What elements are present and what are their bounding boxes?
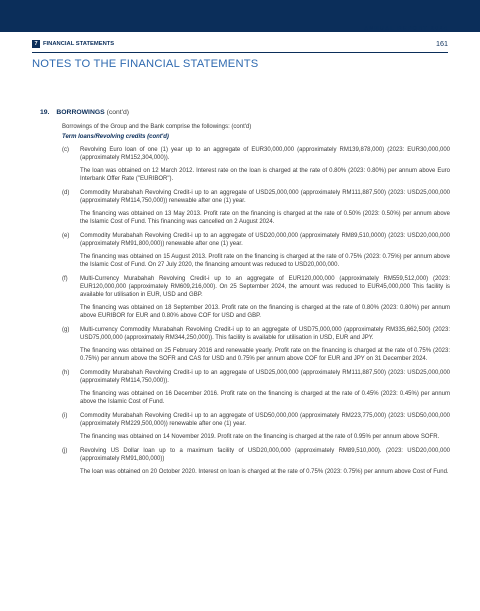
section-number-badge: 7 [32, 40, 40, 48]
item-paragraph: Multi-currency Commodity Murabahah Revolving Credit-i up to an aggregate of USD75,000,000 (approximately RM335,662,500) (2023: USD75,000,000 (approximately RM344,250,000)). This facility is available for utilisation in USD, EUR and JPY. [80, 327, 450, 341]
item-letter: (i) [62, 413, 68, 419]
note-intro: Borrowings of the Group and the Bank comprise the followings: (cont'd) [62, 124, 252, 130]
item-letter: (c) [62, 147, 69, 153]
list-item [62, 447, 450, 476]
item-body [80, 369, 450, 406]
note-heading [40, 109, 450, 116]
note-subheading: Term loans/Revolving credits (cont'd) [62, 134, 169, 140]
section-title: FINANCIAL STATEMENTS [43, 41, 115, 47]
item-paragraph: The financing was obtained on 16 December 2016. Profit rate on the financing is charged at the rate of 0.45% (2023: 0.45%) per annum above the Islamic Cost of Fund. [80, 391, 450, 405]
item-body [80, 232, 450, 269]
item-paragraph: Commodity Murabahah Revolving Credit-i up to an aggregate of USD20,000,000 (approximately RM89,510,0000) (2023: USD20,000,000 (approximately RM91,800,000)) renewable after one (1) year. [80, 233, 450, 247]
item-body [80, 447, 450, 476]
section-header [32, 40, 448, 50]
note-number: 19. [40, 109, 50, 116]
item-letter: (h) [62, 370, 70, 376]
list-item [62, 189, 450, 226]
page-number: 161 [436, 39, 448, 48]
item-paragraph: Revolving Euro loan of one (1) year up to an aggregate of EUR30,000,000 (approximately RM139,878,000) (2023: EUR30,000,000 (approximately RM152,304,000)). [80, 147, 450, 161]
item-body [80, 189, 450, 226]
item-letter: (d) [62, 190, 70, 196]
list-item [62, 326, 450, 363]
section-divider [32, 52, 448, 53]
list-item [62, 232, 450, 269]
item-paragraph: The financing was obtained on 15 August 2013. Profit rate on the financing is charged at the rate of 0.75% (2023: 0.75%) per annum above the Islamic Cost of Fund. On 27 July 2020, the financing amount was reduced to USD20,000,000. [80, 254, 450, 268]
list-item [62, 275, 450, 320]
item-paragraph: Commodity Murabahah Revolving Credit-i up to an aggregate of USD25,000,000 (approximately RM111,887,500) (2023: USD25,000,000 (approximately RM114,750,000)). [80, 370, 450, 384]
item-paragraph: Commodity Murabahah Revolving Credit-i up to an aggregate of USD25,000,000 (approximately RM111,887,500) (2023: USD25,000,000 (approximately RM114,750,000)) renewable after one (1) year. [80, 190, 450, 204]
item-paragraph: The financing was obtained on 25 February 2016 and renewable yearly. Profit rate on the financing is charged at the rate of 0.75% (2023: 0.75%) per annum above the SOFR and CAS for USD and 0.75% per annum above COF for EUR and JPY on 31 December 2024. [80, 348, 450, 362]
page-title: NOTES TO THE FINANCIAL STATEMENTS [32, 58, 259, 70]
item-body [80, 275, 450, 320]
item-letter: (j) [62, 448, 68, 454]
item-body [80, 146, 450, 183]
item-letter: (f) [62, 276, 68, 282]
item-paragraph: Multi-Currency Murabahah Revolving Credit-i up to an aggregate of EUR120,000,000 (approximately RM559,512,000) (2023: EUR120,000,000 (approximately RM609,216,000). On 25 September 2024, the amount was reduced to EUR45,000,000 This facility is available for utilisation in EUR, USD and GBP. [80, 276, 450, 298]
item-body [80, 326, 450, 363]
note-continued: (cont'd) [106, 109, 130, 116]
item-letter: (g) [62, 327, 70, 333]
note-title: BORROWINGS [56, 109, 105, 116]
item-body [80, 412, 450, 441]
item-paragraph: The financing was obtained on 13 May 2013. Profit rate on the financing is charged at the rate of 0.50% (2023: 0.50%) per annum above the Islamic Cost of Fund. This financing was cancelled on 2 August 2024. [80, 211, 450, 225]
item-paragraph: Commodity Murabahah Revolving Credit-i up to an aggregate of USD50,000,000 (approximately RM223,775,000) (2023: USD50,000,000 (approximately RM229,500,000)) renewable after one (1) year. [80, 413, 450, 427]
list-item [62, 412, 450, 441]
list-item [62, 369, 450, 406]
list-item [62, 146, 450, 183]
annual-report-label: ANNUAL REPORT 2024 [364, 26, 448, 32]
item-paragraph: The financing was obtained on 14 November 2019. Profit rate on the financing is charged at the rate of 0.95% per annum above SOFR. [80, 434, 440, 440]
note-borrowings [40, 109, 450, 482]
item-letter: (e) [62, 233, 70, 239]
item-paragraph: The financing was obtained on 18 September 2013. Profit rate on the financing is charged at the rate of 0.80% (2023: 0.80%) per annum above EURIBOR for EUR and 0.80% above COF for USD and GBP. [80, 305, 450, 319]
item-paragraph: The loan was obtained on 12 March 2012. Interest rate on the loan is charged at the rate of 0.80% (2023: 0.80%) per annum above Euro Interbank Offer Rate ("EURIBOR"). [80, 168, 450, 182]
item-paragraph: Revolving US Dollar loan up to a maximum facility of USD20,000,000 (approximately RM89,510,000). (2023: USD20,000,000 (approximately RM91,800,000)) [80, 448, 450, 462]
item-paragraph: The loan was obtained on 20 October 2020. Interest on loan is charged at the rate of 0.75% (2023: 0.75%) per annum above Cost of Fund. [80, 469, 449, 475]
